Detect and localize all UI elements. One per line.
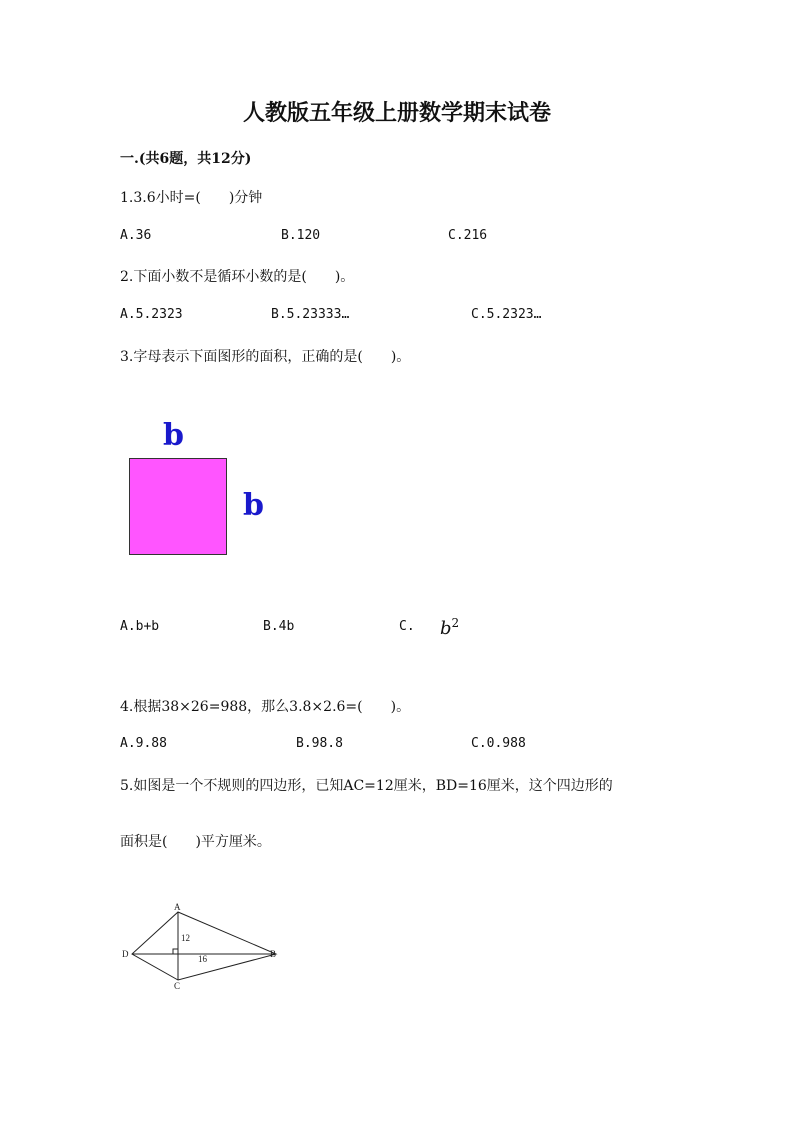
vertex-c-label: C <box>174 981 181 991</box>
q4-option-b: B.98.8 <box>296 736 343 751</box>
ac-length-label: 12 <box>181 933 190 943</box>
question-5-line-1: 5.如图是一个不规则的四边形，已知AC=12厘米，BD=16厘米，这个四边形的 <box>120 778 613 794</box>
quadrilateral-diagram <box>118 898 288 998</box>
vertex-a-label: A <box>174 902 181 912</box>
question-5-line-2: 面积是( )平方厘米。 <box>120 834 271 850</box>
question-2: 2.下面小数不是循环小数的是( )。 <box>120 269 355 285</box>
square-figure <box>129 458 227 555</box>
q2-option-a: A.5.2323 <box>120 307 183 322</box>
quadrilateral-outline <box>132 912 276 980</box>
formula-base: b <box>440 618 452 639</box>
question-3: 3.字母表示下面图形的面积，正确的是( )。 <box>120 349 411 365</box>
square-side-label: b <box>243 488 264 523</box>
question-4: 4.根据38×26=988，那么3.8×2.6=( )。 <box>120 699 411 715</box>
bd-length-label: 16 <box>198 954 207 964</box>
q1-option-a: A.36 <box>120 228 152 243</box>
question-1: 1.3.6小时=( )分钟 <box>120 190 263 206</box>
vertex-b-label: B <box>270 949 277 959</box>
q3-option-b: B.4b <box>263 619 295 634</box>
right-angle-mark <box>173 949 178 954</box>
square-top-label: b <box>163 418 184 453</box>
q4-option-c: C.0.988 <box>471 736 526 751</box>
q3-option-c: C. <box>399 619 415 634</box>
q1-option-b: B.120 <box>281 228 321 243</box>
vertex-d-label: D <box>122 949 129 959</box>
q4-option-a: A.9.88 <box>120 736 167 751</box>
q3-option-c-formula <box>440 616 459 639</box>
q2-option-b: B.5.23333… <box>271 307 350 322</box>
section-header: 一.(共6题，共12分) <box>120 151 252 167</box>
formula-exponent: 2 <box>451 616 460 630</box>
q2-option-c: C.5.2323… <box>471 307 542 322</box>
q1-option-c: C.216 <box>448 228 488 243</box>
q3-option-a: A.b+b <box>120 619 160 634</box>
page-title: 人教版五年级上册数学期末试卷 <box>242 100 551 126</box>
